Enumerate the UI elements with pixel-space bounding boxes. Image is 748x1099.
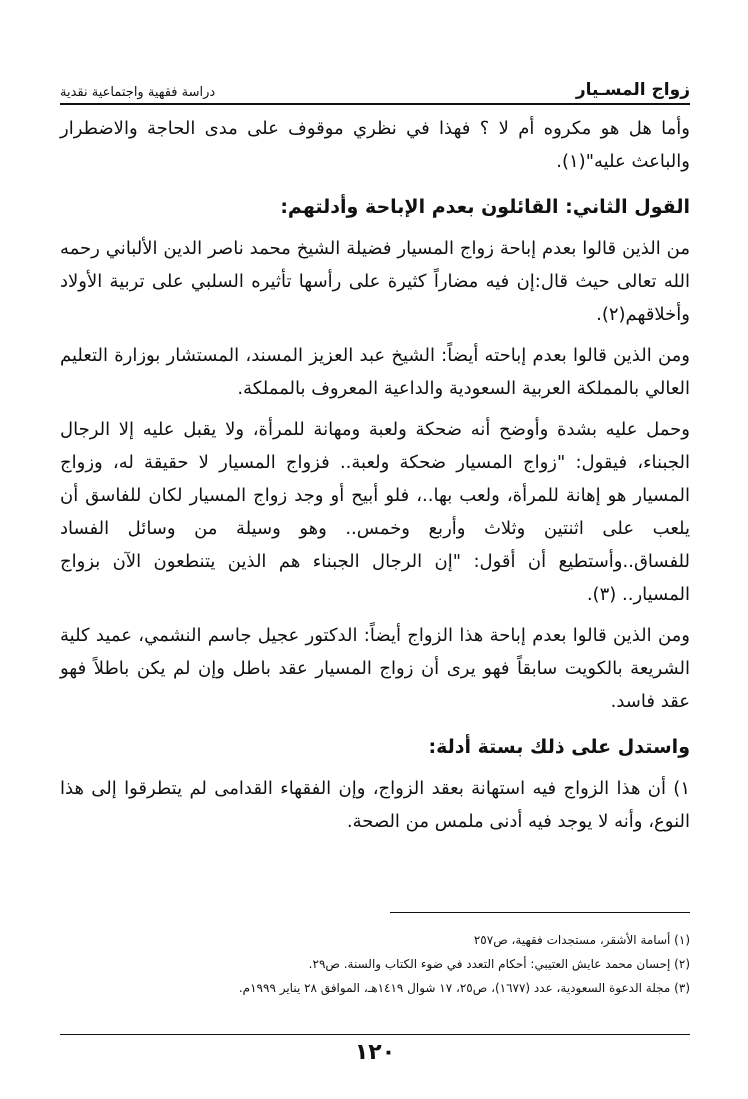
page-number: ١٢٠ [354, 1040, 396, 1065]
footnote-divider [390, 912, 690, 913]
book-page [60, 60, 690, 1065]
section-heading-second-opinion: القول الثاني: القائلون بعدم الإباحة وأدلتهم: [280, 196, 690, 218]
running-header [60, 74, 690, 105]
footnote-3: (٣) مجلة الدعوة السعودية، عدد (١٦٧٧)، ص٢٥، ١٧ شوال ١٤١٩هـ، الموافق ٢٨ يناير ١٩٩٩م. [238, 981, 690, 995]
paragraph-4: وحمل عليه بشدة وأوضح أنه ضحكة ولعبة ومهانة للمرأة، ولا يقبل عليه إلا الرجال الجبناء، فيقول: "زواج المسيار ضحكة ولعبة.. فزواج المسيار لا حقيقة له، وزواج المسيار هو إهانة للمرأة، ولعب بها..، فلو أبيح أو وجد زواج المسيار لكان للفاسق أن يلعب على اثنتين وثلاث وأربع وخمس.. وهو وسيلة من وسائل الفساد للفساق..وأستطيع أن أقول: "إن الرجال الجبناء هم الذين يتنطعون الآن بزواج المسيار.. (٣). [60, 419, 690, 605]
section-heading-evidence: واستدل على ذلك بستة أدلة: [428, 736, 690, 758]
footnotes [60, 928, 690, 1000]
footnote-2: (٢) إحسان محمد عايش العتيبي: أحكام التعدد في ضوء الكتاب والسنة. ص٢٩. [308, 957, 690, 971]
paragraph-3: ومن الذين قالوا بعدم إباحته أيضاً: الشيخ عبد العزيز المسند، المستشار بوزارة التعليم العالي بالمملكة العربية السعودية والداعية المعروف بالمملكة. [60, 345, 690, 399]
header-subtitle: دراسة فقهية واجتماعية نقدية [60, 85, 216, 100]
bottom-divider [60, 1034, 690, 1035]
paragraph-1: وأما هل هو مكروه أم لا ؟ فهذا في نظري موقوف على مدى الحاجة والاضطرار والباعث عليه"(١). [60, 118, 690, 172]
header-book-title: زواج المسـيار [575, 80, 690, 100]
paragraph-2: من الذين قالوا بعدم إباحة زواج المسيار فضيلة الشيخ محمد ناصر الدين الألباني رحمه الله تعالى حيث قال:إن فيه مضاراً كثيرة على رأسها تأثيره السلبي على تربية الأولاد وأخلاقهم(٢). [60, 238, 690, 325]
page-body [60, 112, 690, 846]
paragraph-5: ومن الذين قالوا بعدم إباحة هذا الزواج أيضاً: الدكتور عجيل جاسم النشمي، عميد كلية الشريعة بالكويت سابقاً فهو يرى أن زواج المسيار عقد باطل وإن لم يكن باطلاً فهو عقد فاسد. [60, 625, 690, 712]
footnote-1: (١) أسامة الأشقر، مستجدات فقهية، ص٢٥٧ [473, 933, 690, 947]
paragraph-6: ١) أن هذا الزواج فيه استهانة بعقد الزواج، وإن الفقهاء القدامى لم يتطرقوا إلى هذا النوع، وأنه لا يوجد فيه أدنى ملمس من الصحة. [60, 778, 690, 832]
